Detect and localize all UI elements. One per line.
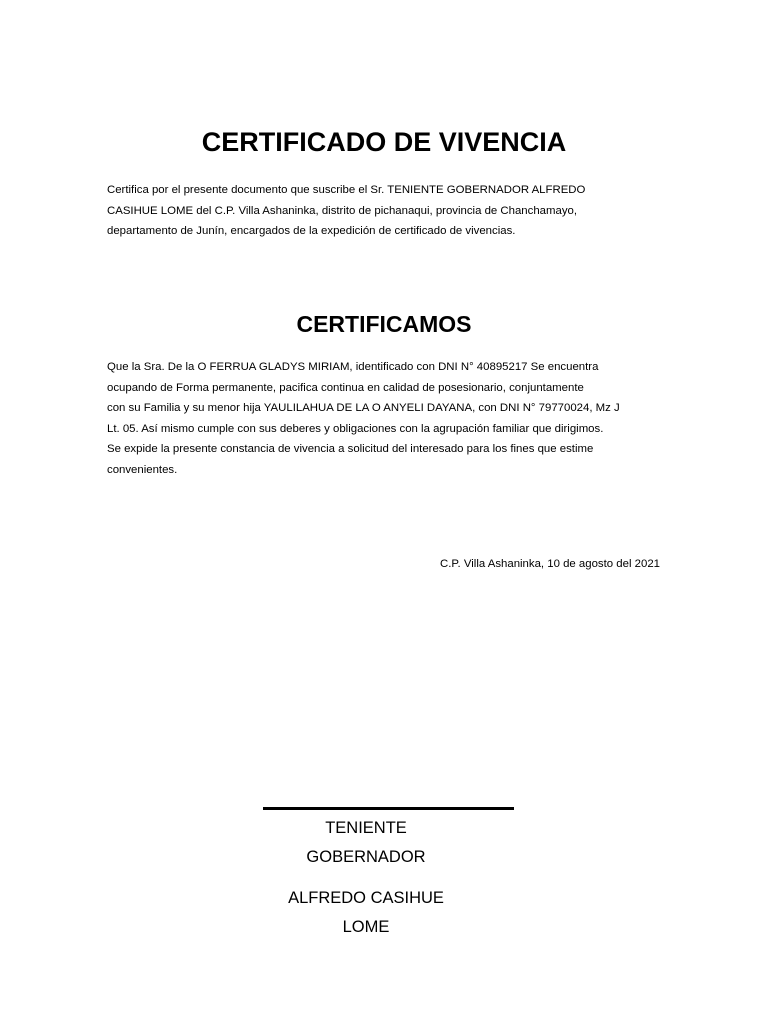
body-line: Que la Sra. De la O FERRUA GLADYS MIRIAM, identificado con DNI N° 40895217 Se encuentra (107, 361, 599, 373)
signature-line (263, 807, 514, 810)
body-line: ocupando de Forma permanente, pacifica continua en calidad de posesionario, conjuntamente (107, 381, 584, 394)
signatory-role (226, 814, 506, 872)
intro-paragraph (107, 180, 667, 242)
intro-line: Certifica por el presente documento que suscribe el Sr. TENIENTE GOBERNADOR ALFREDO (107, 184, 586, 196)
signatory-name-line: LOME (342, 918, 390, 936)
signatory-role-line: TENIENTE (325, 819, 407, 837)
intro-line: CASIHUE LOME del C.P. Villa Ashaninka, distrito de pichanaqui, provincia de Chanchamayo, (107, 204, 578, 217)
place-and-date: C.P. Villa Ashaninka, 10 de agosto del 2021 (440, 558, 660, 570)
intro-line: departamento de Junín, encargados de la expedición de certificado de vivencias. (107, 225, 516, 237)
body-line: Se expide la presente constancia de vivencia a solicitud del interesado para los fines que estime (107, 443, 594, 455)
body-line: Lt. 05. Así mismo cumple con sus deberes y obligaciones con la agrupación familiar que dirigimos. (107, 422, 604, 435)
signatory-role-line: GOBERNADOR (306, 848, 426, 866)
body-line: convenientes. (107, 463, 178, 476)
signatory-name-line: ALFREDO CASIHUE (288, 889, 444, 907)
body-paragraph (107, 357, 667, 480)
section-heading: CERTIFICAMOS (296, 311, 472, 337)
document-title: CERTIFICADO DE VIVENCIA (201, 127, 567, 157)
signatory-name (226, 884, 506, 942)
body-line: con su Familia y su menor hija YAULILAHUA DE LA O ANYELI DAYANA, con DNI N° 79770024, Mz J (107, 402, 620, 414)
